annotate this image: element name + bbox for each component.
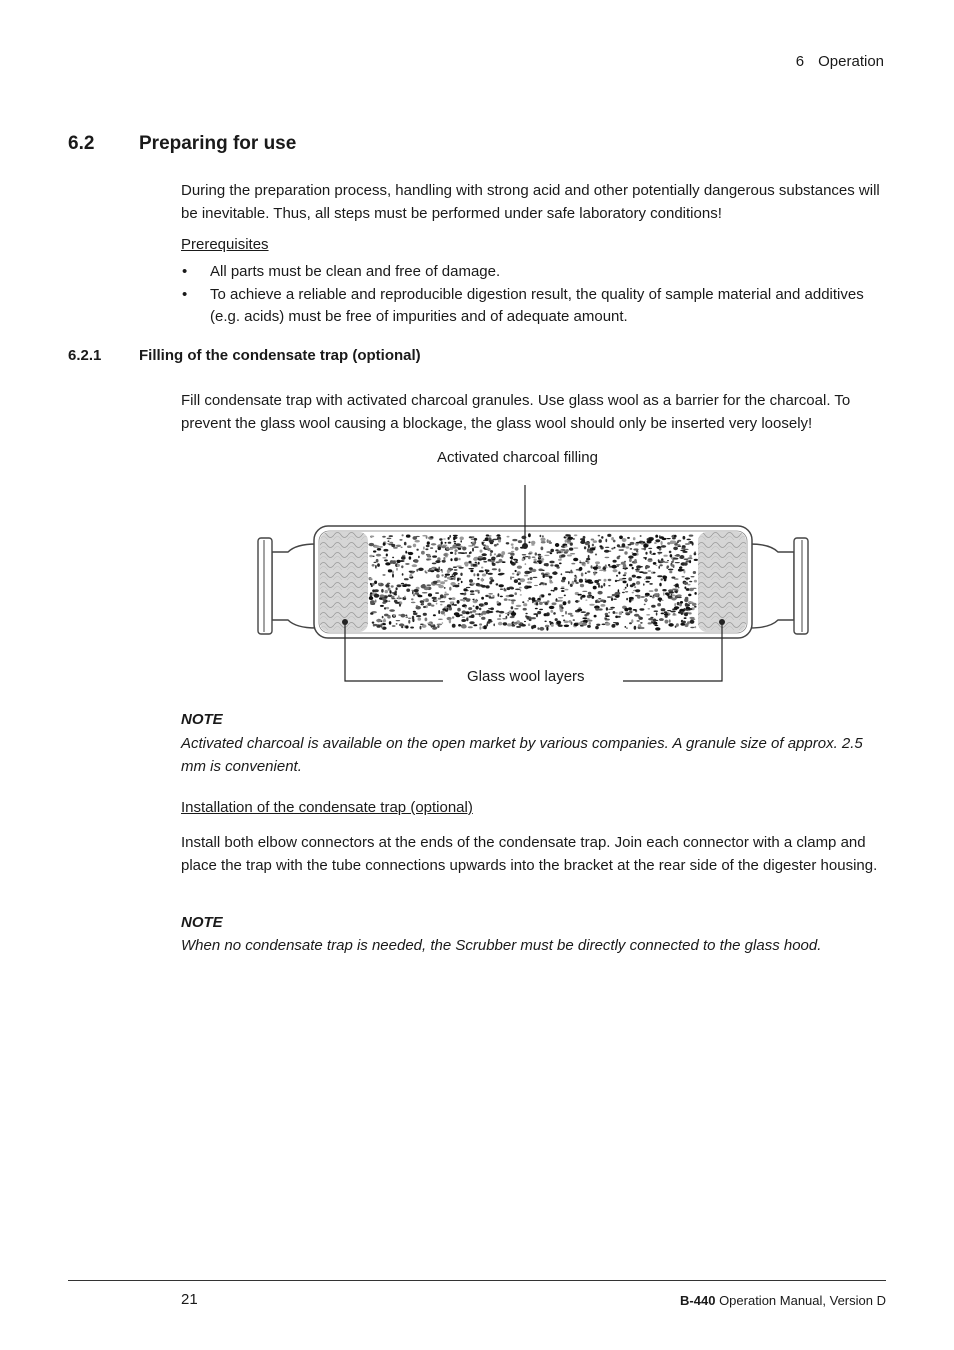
note-text: When no condensate trap is needed, the Scrubber must be directly connected to the glass hood.	[181, 937, 822, 954]
subsection-title: Filling of the condensate trap (optional)	[139, 347, 421, 364]
list-item	[181, 261, 886, 284]
label-activated-charcoal: Activated charcoal filling	[437, 449, 598, 466]
prerequisites-list	[181, 261, 886, 329]
note-text: Activated charcoal is available on the open market by various companies. A granule size of approx. 2.5 mm is convenient.	[181, 735, 866, 775]
left-connector	[258, 538, 316, 634]
installation-heading: Installation of the condensate trap (optional)	[181, 799, 473, 816]
intro-paragraph: During the preparation process, handling with strong acid and other potentially dangerous substances will be inevitable. Thus, all steps must be performed under safe laboratory conditions!	[181, 182, 880, 222]
filling-paragraph: Fill condensate trap with activated charcoal granules. Use glass wool as a barrier for the charcoal. To prevent the glass wool causing a blockage, the glass wool should only be inserted very loosely!	[181, 392, 851, 432]
installation-paragraph: Install both elbow connectors at the ends of the condensate trap. Join each connector with a clamp and place the trap with the tube connections upwards into the bracket at the rear side of the digester housing.	[181, 834, 878, 874]
condensate-trap-figure	[250, 480, 820, 690]
footer-divider	[68, 1280, 886, 1281]
section-heading	[68, 133, 296, 155]
right-connector	[750, 538, 808, 634]
footer-document-title	[680, 1293, 886, 1308]
subsection-number: 6.2.1	[68, 347, 102, 364]
section-title: Preparing for use	[139, 133, 297, 154]
list-item-text: All parts must be clean and free of damage.	[210, 263, 501, 280]
document-name: Operation Manual, Version D	[715, 1293, 886, 1308]
prerequisites-heading: Prerequisites	[181, 236, 269, 253]
chapter-number: 6	[795, 53, 805, 70]
bullet-icon: •	[182, 285, 188, 303]
label-glass-wool: Glass wool layers	[467, 668, 585, 685]
bullet-icon: •	[182, 263, 188, 280]
note-title: NOTE	[181, 711, 223, 728]
note-title: NOTE	[181, 914, 223, 931]
list-item	[181, 284, 886, 329]
page-number: 21	[181, 1291, 198, 1308]
running-header	[796, 53, 884, 70]
section-number: 6.2	[68, 133, 95, 154]
subsection-heading	[68, 347, 421, 364]
product-name: B-440	[680, 1293, 716, 1308]
chapter-title: Operation	[818, 53, 884, 70]
list-item-text: To achieve a reliable and reproducible digestion result, the quality of sample material and additives (e.g. acids) must be free of impurities and of adequate amount.	[210, 285, 864, 325]
